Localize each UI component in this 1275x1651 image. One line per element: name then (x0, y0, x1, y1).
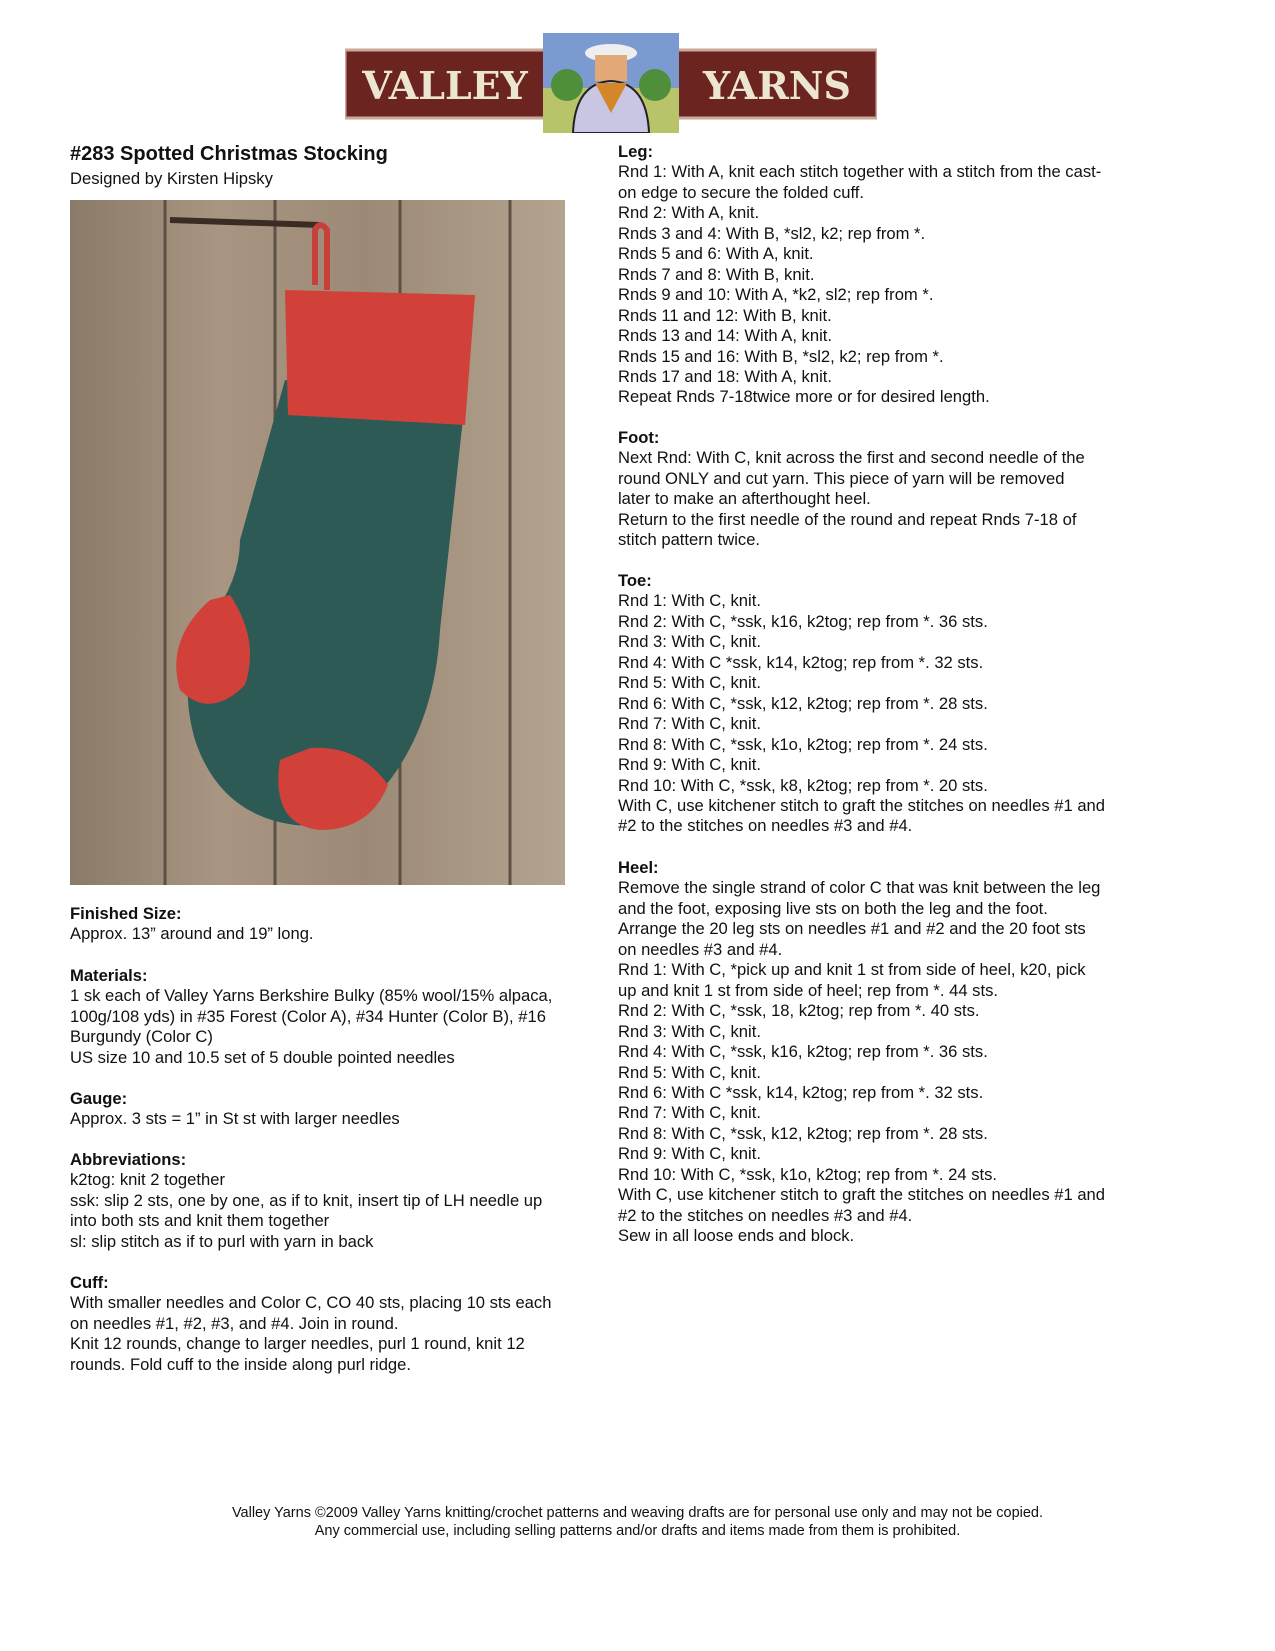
section-abbreviations (70, 1150, 542, 1252)
instruction-line: Rnd 9: With C, knit. (618, 1144, 761, 1164)
instruction-line: Rnds 7 and 8: With B, knit. (618, 264, 815, 284)
instruction-line: Rnds 17 and 18: With A, knit. (618, 366, 832, 386)
instruction-line: later to make an afterthought heel. (618, 489, 871, 509)
instruction-line: Rnd 3: With C, knit. (618, 1021, 761, 1041)
instruction-line: Rnd 6: With C *ssk, k14, k2tog; rep from *. 32 sts. (618, 1082, 984, 1102)
instruction-line: Rnd 5: With C, knit. (618, 1062, 761, 1082)
section-leg (618, 142, 1101, 408)
instruction-line: Rnd 10: With C, *ssk, k8, k2tog; rep from *. 20 sts. (618, 775, 988, 795)
pattern-title: #283 Spotted Christmas Stocking (70, 143, 388, 165)
instruction-line: Rnd 8: With C, *ssk, k12, k2tog; rep from *. 28 sts. (618, 1123, 988, 1143)
instruction-line: Arrange the 20 leg sts on needles #1 and #2 and the 20 foot sts (618, 919, 1086, 939)
section-heel (618, 858, 1105, 1247)
designer-credit: Designed by Kirsten Hipsky (70, 169, 273, 188)
instruction-line: Rnd 9: With C, knit. (618, 755, 761, 775)
instruction-line: Knit 12 rounds, change to larger needles, purl 1 round, knit 12 (70, 1334, 525, 1354)
instruction-line: sl: slip stitch as if to purl with yarn in back (70, 1231, 374, 1251)
section-heading: Abbreviations: (70, 1150, 187, 1169)
instruction-line: Rnds 9 and 10: With A, *k2, sl2; rep from *. (618, 285, 934, 305)
section-cuff (70, 1273, 551, 1375)
instruction-line: Rnd 2: With C, *ssk, k16, k2tog; rep from *. 36 sts. (618, 611, 988, 631)
stocking-photo (70, 200, 565, 885)
instruction-line: Rnd 3: With C, knit. (618, 632, 761, 652)
section-heading: Heel: (618, 858, 659, 877)
instruction-line: Rnd 10: With C, *ssk, k1o, k2tog; rep from *. 24 sts. (618, 1164, 998, 1184)
instruction-line: into both sts and knit them together (70, 1211, 330, 1231)
instruction-line: Rnd 4: With C *ssk, k14, k2tog; rep from *. 32 sts. (618, 652, 984, 672)
instruction-line: Rnd 1: With A, knit each stitch together with a stitch from the cast- (618, 162, 1102, 182)
instruction-line: With smaller needles and Color C, CO 40 sts, placing 10 sts each (70, 1293, 552, 1313)
instruction-line: With C, use kitchener stitch to graft the stitches on needles #1 and (618, 795, 1106, 815)
instruction-line: #2 to the stitches on needles #3 and #4. (618, 1205, 913, 1225)
instruction-line: Next Rnd: With C, knit across the first and second needle of the (618, 448, 1085, 468)
instruction-line: #2 to the stitches on needles #3 and #4. (618, 816, 913, 836)
instruction-line: Burgundy (Color C) (70, 1027, 213, 1047)
instruction-line: rounds. Fold cuff to the inside along purl ridge. (70, 1354, 411, 1374)
instruction-line: Rnds 3 and 4: With B, *sl2, k2; rep from *. (618, 223, 926, 243)
instruction-line: and the foot, exposing live sts on both the leg and the foot. (618, 898, 1048, 918)
section-heading: Leg: (618, 142, 654, 161)
instruction-line: stitch pattern twice. (618, 530, 761, 550)
section-heading: Finished Size: (70, 904, 182, 923)
section-heading: Toe: (618, 571, 652, 590)
instruction-line: Remove the single strand of color C that was knit between the leg (618, 878, 1101, 898)
section-toe (618, 571, 1105, 837)
section-foot (618, 428, 1085, 551)
instruction-line: Return to the first needle of the round and repeat Rnds 7-18 of (618, 509, 1077, 529)
instruction-line: Rnd 7: With C, knit. (618, 714, 761, 734)
footer-line: Valley Yarns ©2009 Valley Yarns knitting/crochet patterns and weaving drafts are for personal use only and may not be copied. (231, 1505, 1044, 1521)
svg-text:VALLEY: VALLEY (362, 63, 528, 108)
instruction-line: Rnd 6: With C, *ssk, k12, k2tog; rep from *. 28 sts. (618, 693, 988, 713)
valley-yarns-logo (345, 33, 877, 133)
instruction-line: round ONLY and cut yarn. This piece of yarn will be removed (618, 468, 1065, 488)
section-heading: Cuff: (70, 1273, 109, 1292)
instruction-line: on needles #3 and #4. (618, 939, 783, 959)
instruction-line: Rnd 7: With C, knit. (618, 1103, 761, 1123)
instruction-line: Rnd 1: With C, *pick up and knit 1 st from side of heel, k20, pick (618, 960, 1086, 980)
instruction-line: 1 sk each of Valley Yarns Berkshire Bulky (85% wool/15% alpaca, (70, 986, 553, 1006)
instruction-line: With C, use kitchener stitch to graft the stitches on needles #1 and (618, 1185, 1106, 1205)
instruction-line: Approx. 13” around and 19” long. (70, 924, 314, 944)
svg-text:YARNS: YARNS (703, 63, 851, 108)
instruction-line: Rnds 5 and 6: With A, knit. (618, 244, 814, 264)
instruction-line: k2tog: knit 2 together (70, 1170, 225, 1190)
instruction-line: Rnds 11 and 12: With B, knit. (618, 305, 832, 325)
instruction-line: Rnds 13 and 14: With A, knit. (618, 326, 832, 346)
instruction-line: Rnd 2: With A, knit. (618, 203, 760, 223)
instruction-line: Rnd 2: With C, *ssk, 18, k2tog; rep from *. 40 sts. (618, 1001, 980, 1021)
section-materials (70, 966, 552, 1068)
copyright-footer (0, 1505, 1275, 1540)
instruction-line: on edge to secure the folded cuff. (618, 182, 865, 202)
section-heading: Foot: (618, 428, 660, 447)
instruction-line: US size 10 and 10.5 set of 5 double pointed needles (70, 1047, 455, 1067)
section-heading: Materials: (70, 966, 148, 985)
instruction-line: Sew in all loose ends and block. (618, 1226, 855, 1246)
section-finishedsize (70, 904, 314, 945)
instruction-line: on needles #1, #2, #3, and #4. Join in round. (70, 1313, 399, 1333)
instruction-line: up and knit 1 st from side of heel; rep from *. 44 sts. (618, 980, 998, 1000)
instruction-line: Rnd 1: With C, knit. (618, 591, 761, 611)
instruction-line: ssk: slip 2 sts, one by one, as if to knit, insert tip of LH needle up (70, 1190, 543, 1210)
instruction-line: Repeat Rnds 7-18twice more or for desired length. (618, 387, 990, 407)
instruction-line: Rnd 8: With C, *ssk, k1o, k2tog; rep from *. 24 sts. (618, 734, 988, 754)
instruction-line: Approx. 3 sts = 1” in St st with larger needles (70, 1109, 400, 1129)
footer-line: Any commercial use, including selling patterns and/or drafts and items made from them is prohibited. (314, 1522, 961, 1539)
instruction-line: 100g/108 yds) in #35 Forest (Color A), #34 Hunter (Color B), #16 (70, 1006, 546, 1026)
instruction-line: Rnd 5: With C, knit. (618, 673, 761, 693)
instruction-line: Rnds 15 and 16: With B, *sl2, k2; rep from *. (618, 346, 944, 366)
section-heading: Gauge: (70, 1089, 128, 1108)
instruction-line: Rnd 4: With C, *ssk, k16, k2tog; rep from *. 36 sts. (618, 1042, 988, 1062)
section-gauge (70, 1089, 400, 1130)
